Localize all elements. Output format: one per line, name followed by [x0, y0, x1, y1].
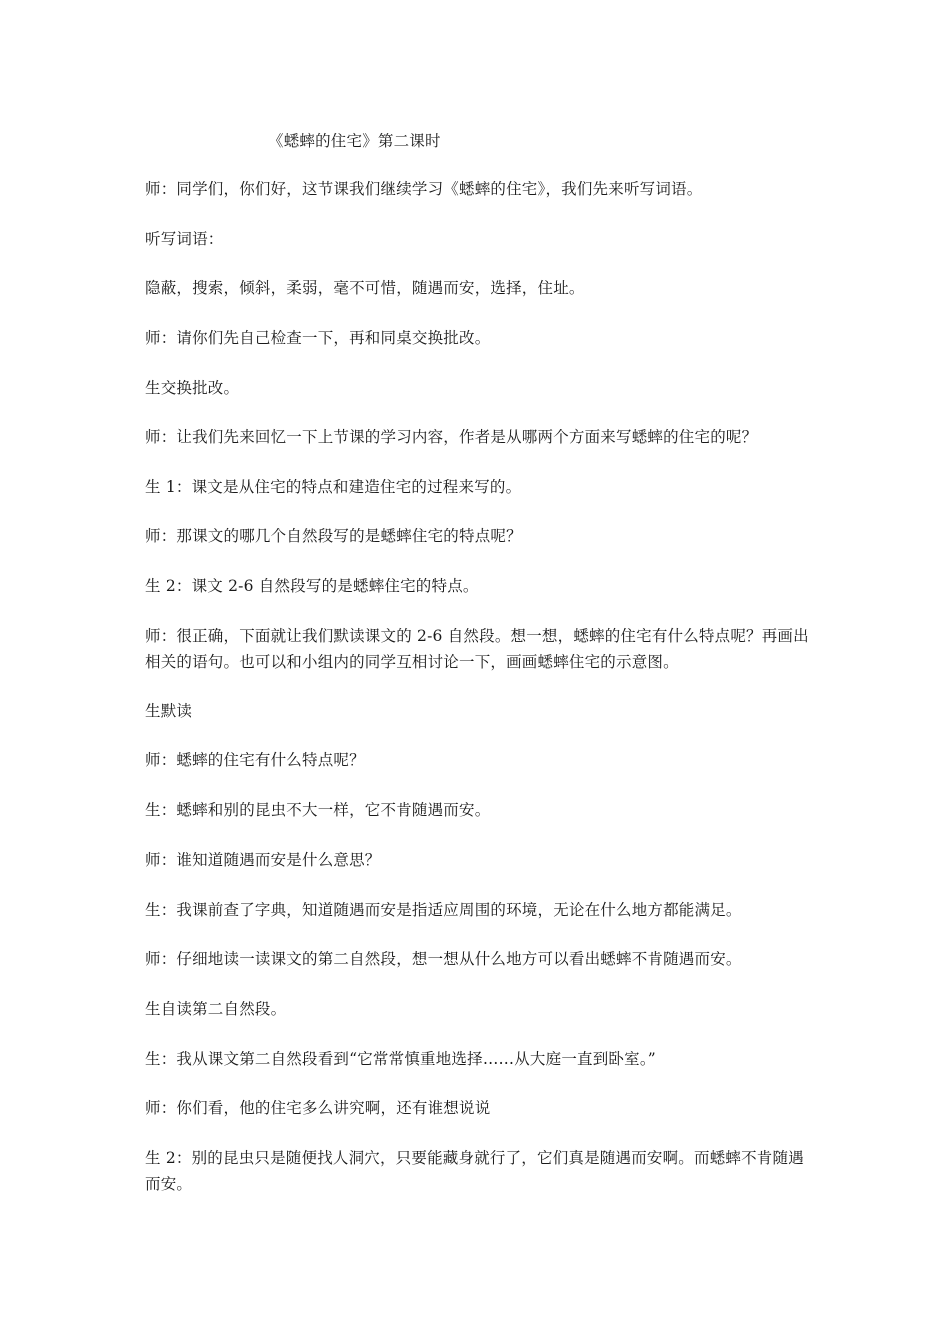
- paragraph: 生 1：课文是从住宅的特点和建造住宅的过程来写的。: [145, 478, 522, 496]
- paragraph: 师：很正确，下面就让我们默读课文的 2-6 自然段。想一想，蟋蟀的住宅有什么特点呢？再画出相关的语句。也可以和小组内的同学互相讨论一下，画画蟋蟀住宅的示意图。: [145, 627, 809, 671]
- paragraph: 生 2：课文 2-6 自然段写的是蟋蟀住宅的特点。: [145, 577, 479, 595]
- paragraph: 师：仔细地读一读课文的第二自然段，想一想从什么地方可以看出蟋蟀不肯随遇而安。: [145, 950, 742, 968]
- paragraph: 师：那课文的哪几个自然段写的是蟋蟀住宅的特点呢？: [145, 527, 522, 545]
- paragraph: 师：同学们，你们好，这节课我们继续学习《蟋蟀的住宅》，我们先来听写词语。: [145, 180, 703, 198]
- paragraph: 师：谁知道随遇而安是什么意思？: [145, 851, 381, 869]
- paragraph: 师：让我们先来回忆一下上节课的学习内容，作者是从哪两个方面来写蟋蟀的住宅的呢？: [145, 428, 758, 446]
- paragraph: 生 2：别的昆虫只是随便找人洞穴，只要能藏身就行了，它们真是随遇而安啊。而蟋蟀不肯随遇而安。: [145, 1149, 804, 1193]
- paragraph: 生：我从课文第二自然段看到“它常常慎重地选择……从大庭一直到卧室。”: [145, 1050, 656, 1068]
- paragraph: 生交换批改。: [145, 379, 240, 397]
- paragraph: 生：蟋蟀和别的昆虫不大一样，它不肯随遇而安。: [145, 801, 491, 819]
- paragraph: 师：你们看，他的住宅多么讲究啊，还有谁想说说: [145, 1099, 491, 1117]
- paragraph: 生自读第二自然段。: [145, 1000, 287, 1018]
- document-title: 《蟋蟀的住宅》第二课时: [268, 132, 441, 150]
- paragraph: 听写词语：: [145, 230, 224, 248]
- paragraph: 师：请你们先自己检查一下，再和同桌交换批改。: [145, 329, 491, 347]
- paragraph: 生默读: [145, 702, 193, 720]
- paragraph: 生：我课前查了字典，知道随遇而安是指适应周围的环境，无论在什么地方都能满足。: [145, 901, 742, 919]
- paragraph: 隐蔽，搜索，倾斜，柔弱，毫不可惜，随遇而安，选择，住址。: [145, 279, 585, 297]
- paragraph: 师：蟋蟀的住宅有什么特点呢？: [145, 751, 365, 769]
